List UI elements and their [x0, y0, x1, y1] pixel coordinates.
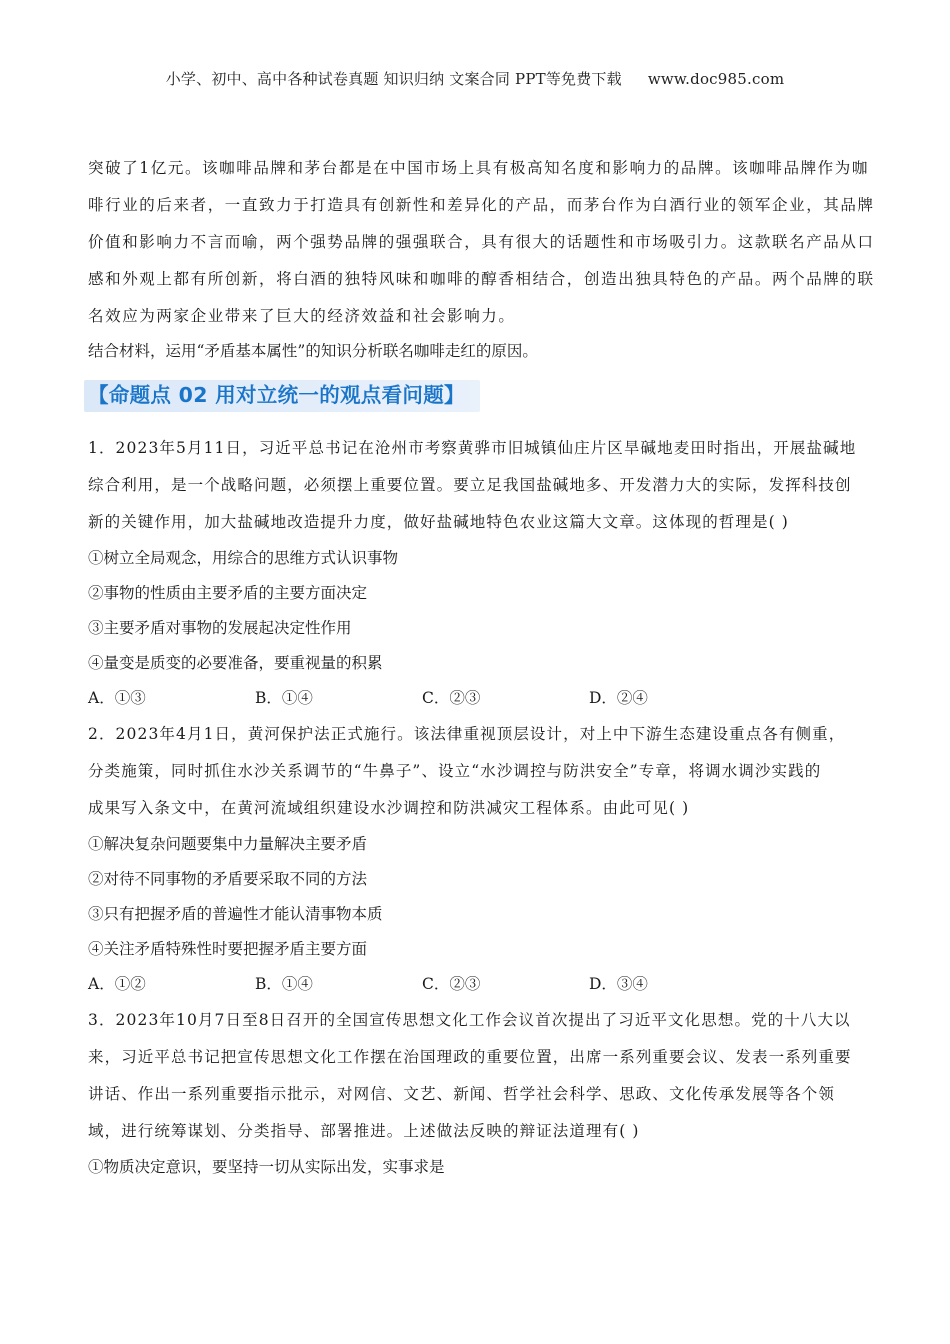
question-stem-line: 2．2023年4月1日，黄河保护法正式施行。该法律重视顶层设计，对上中下游生态建设重点各有侧重， [88, 725, 846, 743]
material-question: 结合材料，运用“矛盾基本属性”的知识分析联名咖啡走红的原因。 [88, 342, 538, 360]
option-d[interactable]: D．②④ [589, 689, 648, 707]
question-stem-line: 讲话、作出一系列重要指示批示，对网信、文艺、新闻、哲学社会科学、思政、文化传承发展等各个领 [88, 1085, 836, 1103]
option-c[interactable]: C．②③ [422, 975, 481, 993]
question-statement: ①物质决定意识，要坚持一切从实际出发，实事求是 [88, 1158, 445, 1176]
question-stem-line: 1．2023年5月11日，习近平总书记在沧州市考察黄骅市旧城镇仙庄片区旱碱地麦田时指出，开展盐碱地 [88, 439, 857, 457]
option-b[interactable]: B．①④ [255, 975, 313, 993]
option-a[interactable]: A．①② [88, 975, 146, 993]
question-1 [88, 430, 863, 716]
question-stem-line: 分类施策，同时抓住水沙关系调节的“牛鼻子”、设立“水沙调控与防洪安全”专章，将调水调沙实践的 [88, 762, 822, 780]
question-statement: ②事物的性质由主要矛盾的主要方面决定 [88, 584, 368, 602]
question-statement: ①树立全局观念，用综合的思维方式认识事物 [88, 549, 399, 567]
question-stem-line: 3．2023年10月7日至8日召开的全国宣传思想文化工作会议首次提出了习近平文化思想。党的十八大以 [88, 1011, 851, 1029]
document-body [88, 150, 875, 1185]
question-stem-line: 域，进行统筹谋划、分类指导、部署推进。上述做法反映的辩证法道理有( ) [88, 1122, 640, 1140]
question-stem-line: 成果写入条文中，在黄河流域组织建设水沙调控和防洪减灾工程体系。由此可见( ) [88, 799, 690, 817]
header-tagline: 小学、初中、高中各种试卷真题 知识归纳 文案合同 PPT等免费下载 [165, 70, 622, 88]
question-3 [88, 1002, 863, 1185]
option-d[interactable]: D．③④ [589, 975, 648, 993]
question-statement: ④关注矛盾特殊性时要把握矛盾主要方面 [88, 940, 368, 958]
material-line: 啡行业的后来者，一直致力于打造具有创新性和差异化的产品，而茅台作为白酒行业的领军企业，其品牌 [88, 196, 875, 214]
question-stem-line: 新的关键作用，加大盐碱地改造提升力度，做好盐碱地特色农业这篇大文章。这体现的哲理是( ) [88, 513, 789, 531]
question-statement: ③主要矛盾对事物的发展起决定性作用 [88, 619, 352, 637]
material-line: 突破了1亿元。该咖啡品牌和茅台都是在中国市场上具有极高知名度和影响力的品牌。该咖啡品牌作为咖 [88, 159, 869, 177]
answer-options [88, 967, 863, 1002]
header-url[interactable]: www.doc985.com [647, 70, 785, 88]
material-line: 感和外观上都有所创新，将白酒的独特风味和咖啡的醇香相结合，创造出独具特色的产品。两个品牌的联 [88, 270, 875, 288]
material-passage [88, 150, 875, 335]
question-stem-line: 来，习近平总书记把宣传思想文化工作摆在治国理政的重要位置，出席一系列重要会议、发表一系列重要 [88, 1048, 852, 1066]
answer-options [88, 681, 863, 716]
section-heading [84, 374, 863, 418]
question-statement: ④量变是质变的必要准备，要重视量的积累 [88, 654, 383, 672]
question-statement: ③只有把握矛盾的普遍性才能认清事物本质 [88, 905, 383, 923]
question-stem-line: 综合利用，是一个战略问题，必须摆上重要位置。要立足我国盐碱地多、开发潜力大的实际，发挥科技创 [88, 476, 852, 494]
page-header [0, 68, 950, 89]
option-c[interactable]: C．②③ [422, 689, 481, 707]
question-statement: ②对待不同事物的矛盾要采取不同的方法 [88, 870, 368, 888]
section-heading-text: 【命题点 02 用对立统一的观点看问题】 [88, 383, 465, 407]
material-line: 价值和影响力不言而喻，两个强势品牌的强强联合，具有很大的话题性和市场吸引力。这款联名产品从口 [88, 233, 875, 251]
option-b[interactable]: B．①④ [255, 689, 313, 707]
question-2 [88, 716, 863, 1002]
material-line: 名效应为两家企业带来了巨大的经济效益和社会影响力。 [88, 307, 516, 325]
question-statement: ①解决复杂问题要集中力量解决主要矛盾 [88, 835, 368, 853]
option-a[interactable]: A．①③ [88, 689, 146, 707]
